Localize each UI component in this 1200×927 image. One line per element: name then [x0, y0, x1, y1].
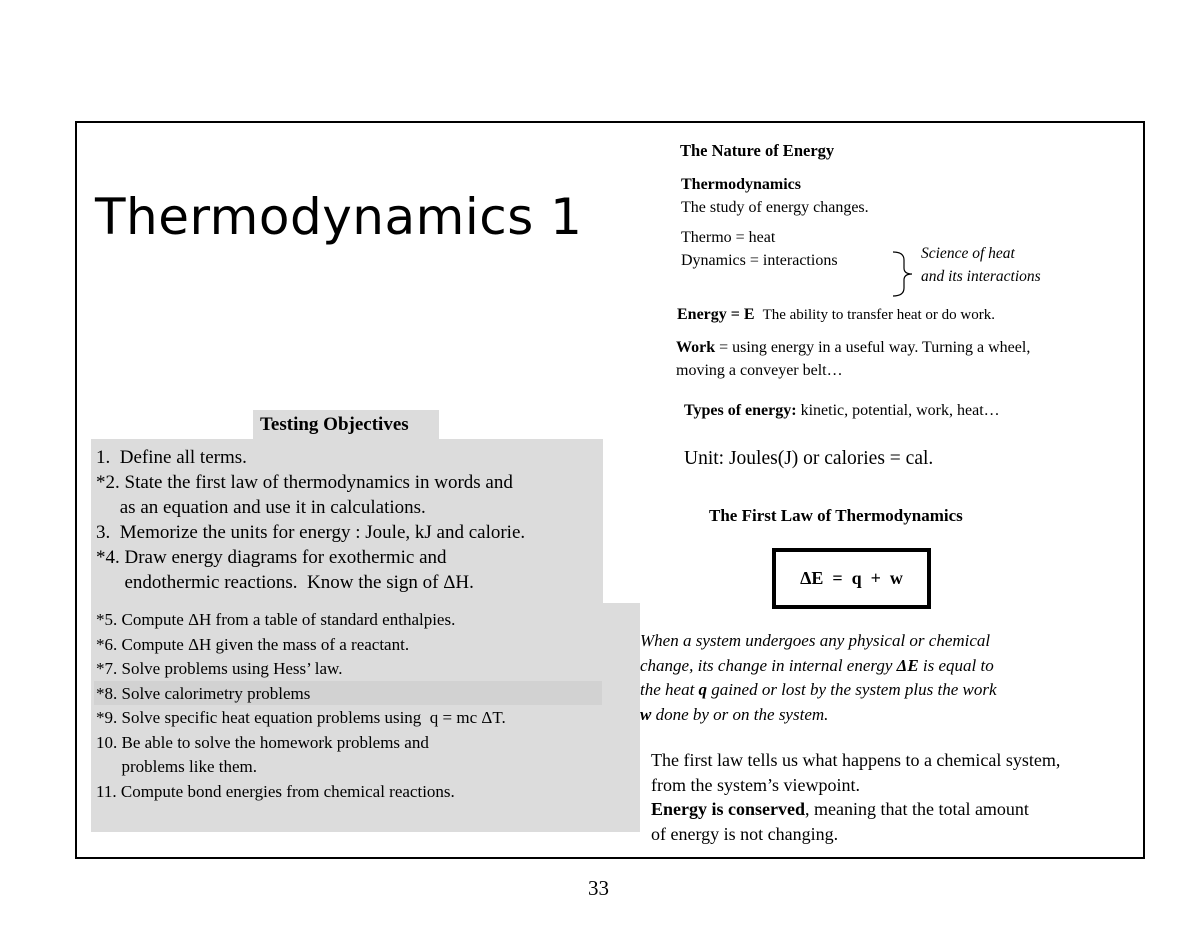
science-note-line1: Science of heat: [921, 245, 1015, 262]
objective-item: *8. Solve calorimetry problems: [96, 683, 311, 703]
objective-item: *6. Compute ΔH given the mass of a reactant.: [96, 634, 410, 654]
first-law-heading: The First Law of Thermodynamics: [709, 506, 963, 525]
objective-item: 1. Define all terms.: [96, 447, 247, 468]
types-list: kinetic, potential, work, heat…: [796, 402, 1000, 419]
energy-definition: [677, 306, 995, 324]
first-law-note: [651, 748, 1060, 846]
note-line: Energy is conserved, meaning that the total amount: [651, 799, 1029, 819]
dynamics-line: Dynamics = interactions: [681, 252, 838, 269]
objectives-list-b: [96, 608, 506, 804]
work-term: Work: [676, 339, 716, 356]
description-line: w done by or on the system.: [640, 704, 829, 724]
energy-symbol: = E: [726, 306, 755, 323]
unit-line: Unit: Joules(J) or calories = cal.: [684, 448, 934, 469]
first-law-equation: ΔE = q + w: [772, 548, 931, 609]
thermo-line: Thermo = heat: [681, 229, 776, 246]
objective-item: problems like them.: [96, 757, 258, 776]
thermodynamics-definition: The study of energy changes.: [681, 199, 869, 216]
thermodynamics-heading: Thermodynamics: [681, 176, 801, 193]
description-line: change, its change in internal energy ΔE is equal to: [640, 655, 994, 675]
objectives-list-a: [96, 445, 525, 595]
objective-item: *5. Compute ΔH from a table of standard enthalpies.: [96, 610, 456, 629]
work-meaning-line2: moving a conveyer belt…: [676, 362, 843, 379]
work-definition: [676, 339, 1030, 357]
energy-meaning: The ability to transfer heat or do work.: [762, 307, 996, 323]
description-line: When a system undergoes any physical or chemical: [640, 631, 991, 650]
objective-item: *2. State the first law of thermodynamics in words and: [96, 472, 513, 493]
page-number: 33: [588, 876, 609, 900]
objective-item: 3. Memorize the units for energy : Joule, kJ and calorie.: [96, 522, 526, 543]
types-term: Types of energy:: [684, 402, 797, 419]
objective-item: *4. Draw energy diagrams for exothermic and: [96, 547, 447, 568]
energy-term: Energy: [677, 306, 727, 323]
note-line: from the system’s viewpoint.: [651, 774, 860, 795]
objective-item: 11. Compute bond energies from chemical reactions.: [96, 781, 455, 801]
first-law-description: [640, 629, 997, 727]
objective-item: *9. Solve specific heat equation problems using q = mc ΔT.: [96, 708, 506, 727]
curly-brace-icon: [890, 250, 920, 300]
objective-item: endothermic reactions. Know the sign of ΔH.: [96, 572, 474, 593]
types-of-energy: [684, 402, 1000, 420]
science-note-line2: and its interactions: [921, 268, 1041, 285]
objective-item: 10. Be able to solve the homework problems and: [96, 732, 429, 752]
note-line: The first law tells us what happens to a chemical system,: [651, 750, 1061, 770]
description-line: the heat q gained or lost by the system plus the work: [640, 680, 997, 699]
slide-title: Thermodynamics 1: [95, 188, 583, 246]
objectives-heading: Testing Objectives: [260, 414, 409, 435]
nature-heading: The Nature of Energy: [680, 141, 835, 160]
note-line: of energy is not changing.: [651, 823, 839, 844]
objective-item: as an equation and use it in calculations.: [96, 497, 426, 518]
objective-item: *7. Solve problems using Hess’ law.: [96, 659, 343, 678]
work-meaning: = using energy in a useful way. Turning a wheel,: [715, 339, 1031, 356]
